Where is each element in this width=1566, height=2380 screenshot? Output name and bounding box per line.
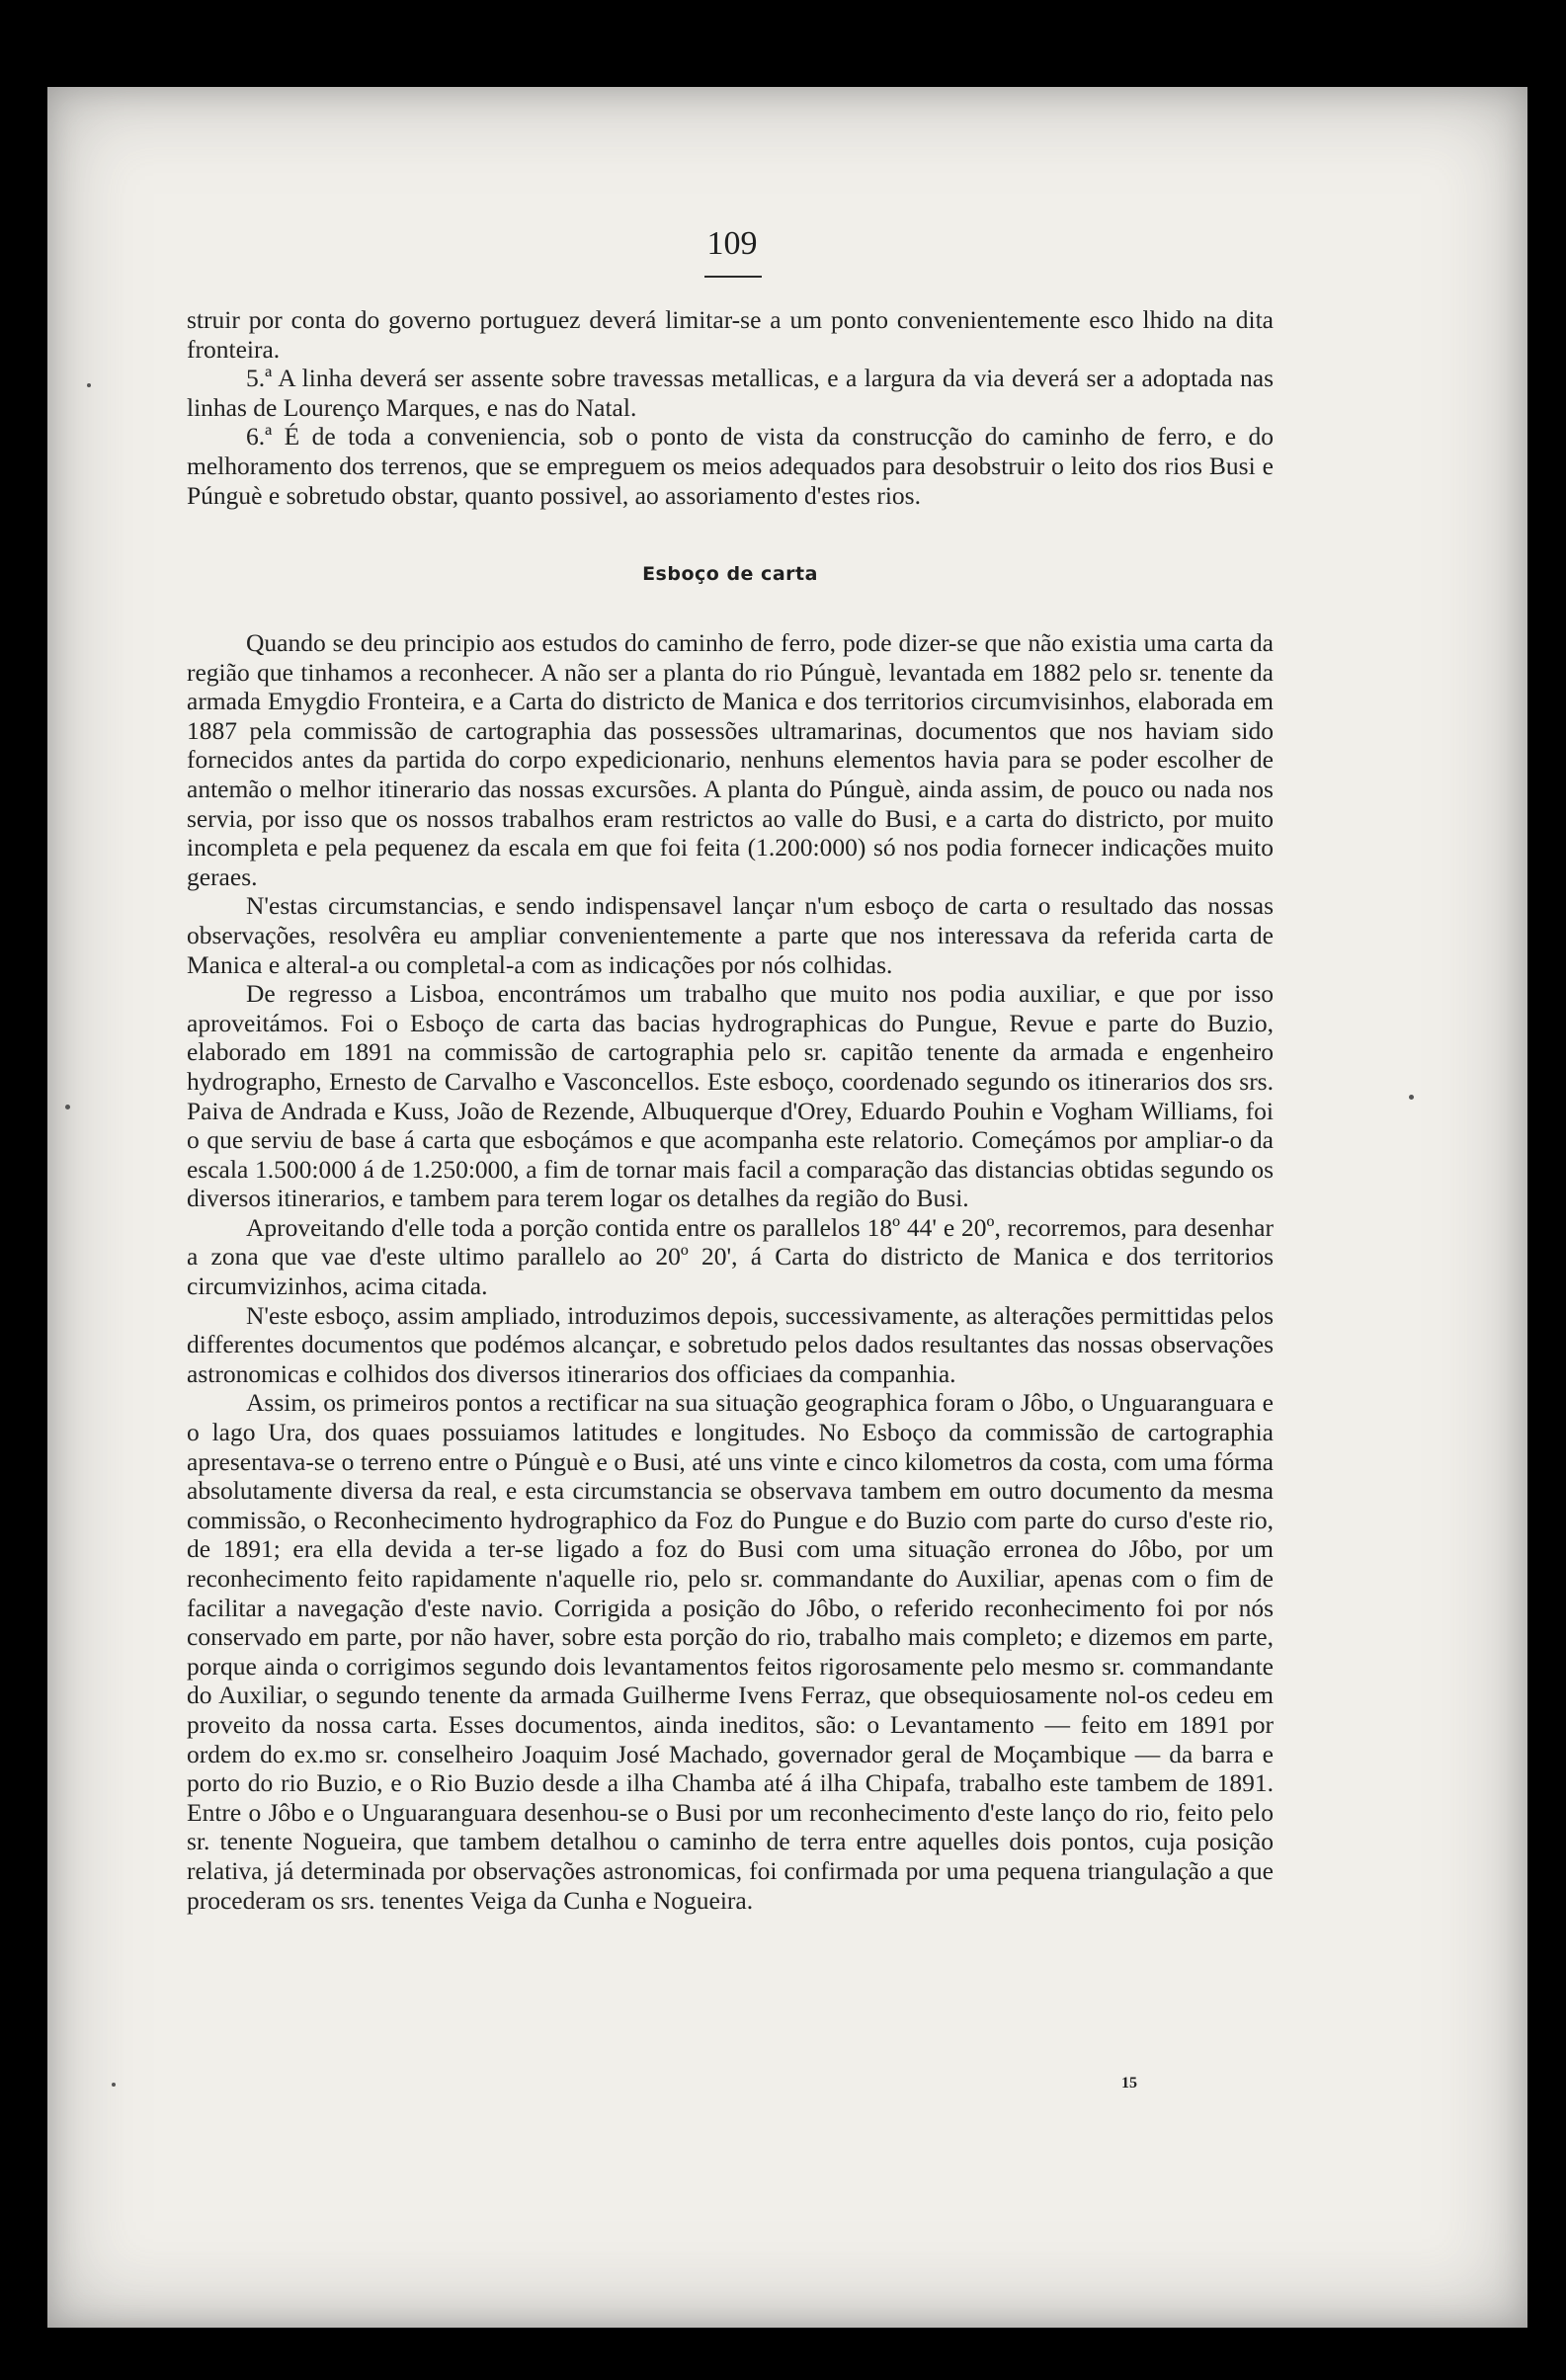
paragraph: 6.ª É de toda a conveniencia, sob o ponto de vista da construcção do caminho de ferro, e do melhoramento dos terrenos, que se empreguem os meios adequados para desobstruir o leito dos rios Busi e Púnguè e sobretudo obstar, quanto possivel, ao assoriamento d'estes rios. bbox=[187, 422, 1274, 510]
paragraph: Quando se deu principio aos estudos do caminho de ferro, pode dizer-se que não existia uma carta da região que tinhamos a reconhecer. A não ser a planta do rio Púnguè, levantada em 1882 pelo sr. tenente da armada Emygdio Fronteira, e a Carta do districto de Manica e dos territorios circumvisinhos, elaborada em 1887 pela commissão de cartographia das possessões ultramarinas, documentos que nos haviam sido fornecidos antes da partida do corpo expedicionario, nenhuns elementos havia para se poder escolher de antemão o melhor itinerario das nossas excursões. A planta do Púnguè, ainda assim, de pouco ou nada nos servia, por isso que os nossos trabalhos eram restrictos ao valle do Busi, e a carta do districto, por muito incompleta e pela pequenez da escala em que foi feita (1.200:000) só nos podia fornecer indicações muito geraes. bbox=[187, 628, 1274, 891]
paragraph: Assim, os primeiros pontos a rectificar na sua situação geographica foram o Jôbo, o Unguaranguara e o lago Ura, dos quaes possuiamos latitudes e longitudes. No Esboço da commissão de cartographia apresentava-se o terreno entre o Púnguè e o Busi, até uns vinte e cinco kilometros da costa, com uma fórma absolutamente diversa da real, e esta circumstancia se observava tambem em outro documento da mesma commissão, o Reconhecimento hydrographico da Foz do Pungue e do Buzio com parte do curso d'este rio, de 1891; era ella devida a ter-se ligado a foz do Busi com uma situação erronea do Jôbo, por um reconhecimento feito rapidamente n'aquelle rio, pelo sr. commandante do Auxiliar, apenas com o fim de facilitar a navegação d'este navio. Corrigida a posição do Jôbo, o referido reconhecimento foi por nós conservado em parte, por não haver, sobre esta porção do rio, trabalho mais completo; e dizemos em parte, porque ainda o corrigimos segundo dois levantamentos feitos rigorosamente pelo mesmo sr. commandante do Auxiliar, o segundo tenente da armada Guilherme Ivens Ferraz, que obsequiosamente nol-os cedeu em proveito da nossa carta. Esses documentos, ainda ineditos, são: o Levantamento — feito em 1891 por ordem do ex.mo sr. conselheiro Joaquim José Machado, governador geral de Moçambique — da barra e porto do rio Buzio, e o Rio Buzio desde a ilha Chamba até á ilha Chipafa, trabalho este tambem de 1891. Entre o Jôbo e o Unguaranguara desenhou-se o Busi por um reconhecimento d'este lanço do rio, feito pelo sr. tenente Nogueira, que tambem detalhou o caminho de terra entre aquelles dois pontos, cuja posição relativa, já determinada por observações astronomicas, foi confirmada por uma pequena triangulação a que procederam os srs. tenentes Veiga da Cunha e Nogueira. bbox=[187, 1388, 1274, 1915]
speck-mark bbox=[112, 2083, 116, 2087]
signature-mark: 15 bbox=[1121, 2075, 1137, 2092]
body-text bbox=[187, 628, 1274, 1915]
paragraph: N'estas circumstancias, e sendo indispensavel lançar n'um esboço de carta o resultado das nossas observações, resolvêra eu ampliar convenientemente a parte que nos interessava da referida carta de Manica e alteral-a ou completal-a com as indicações por nós colhidas. bbox=[187, 891, 1274, 979]
paragraph: Aproveitando d'elle toda a porção contida entre os parallelos 18º 44' e 20º, recorremos, para desenhar a zona que vae d'este ultimo parallelo ao 20º 20', á Carta do districto de Manica e dos territorios circumvizinhos, acima citada. bbox=[187, 1212, 1274, 1301]
paragraph: N'este esboço, assim ampliado, introduzimos depois, successivamente, as alterações permittidas pelos differentes documentos que podémos alcançar, e sobretudo pelos dados resultantes das nossas observações astronomicas e colhidos dos diversos itinerarios dos officiaes da companhia. bbox=[187, 1300, 1274, 1388]
page-number-rule bbox=[704, 276, 762, 278]
speck-mark bbox=[65, 1105, 70, 1109]
paragraph: De regresso a Lisboa, encontrámos um trabalho que muito nos podia auxiliar, e que por isso aproveitámos. Foi o Esboço de carta das bacias hydrographicas do Pungue, Revue e parte do Buzio, elaborado em 1891 na commissão de cartographia pelo sr. capitão tenente da armada e engenheiro hydrographo, Ernesto de Carvalho e Vasconcellos. Este esboço, coordenado segundo os itinerarios dos srs. Paiva de Andrada e Kuss, João de Rezende, Albuquerque d'Orey, Eduardo Pouhin e Vogham Williams, foi o que serviu de base á carta que esboçámos e que acompanha este relatorio. Começámos por ampliar-o da escala 1.500:000 á de 1.250:000, a fim de tornar mais facil a comparação das distancias obtidas segundo os diversos itinerarios, e tambem para terem logar os detalhes da região do Busi. bbox=[187, 979, 1274, 1213]
speck-mark bbox=[87, 383, 91, 387]
top-text bbox=[187, 305, 1274, 510]
speck-mark bbox=[1409, 1095, 1414, 1100]
section-heading: Esboço de carta bbox=[642, 563, 818, 585]
page-number: 109 bbox=[706, 225, 758, 262]
paragraph: struir por conta do governo portuguez deverá limitar-se a um ponto convenientemente esco lhido na dita fronteira. bbox=[187, 305, 1274, 364]
paragraph: 5.ª A linha deverá ser assente sobre travessas metallicas, e a largura da via deverá ser a adoptada nas linhas de Lourenço Marques, e nas do Natal. bbox=[187, 364, 1274, 422]
